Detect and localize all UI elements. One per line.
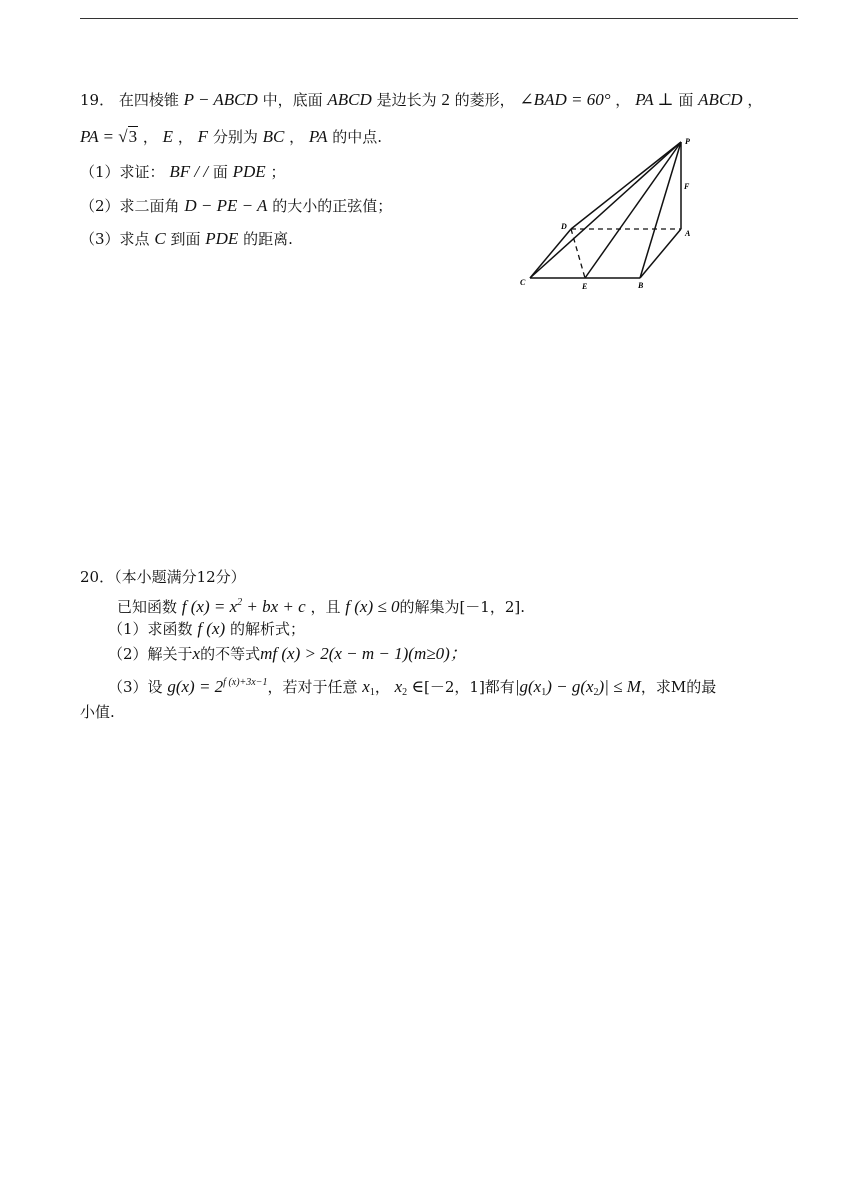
- q19-part-2: （2）求二面角 D − PE − A 的大小的正弦值；: [80, 196, 393, 215]
- label-E: E: [582, 282, 588, 291]
- edge-CD: [530, 229, 571, 278]
- q19-number: 19．: [80, 91, 115, 109]
- label-P: P: [685, 137, 690, 146]
- edge-PC: [530, 142, 681, 278]
- edge-PB: [640, 142, 681, 278]
- q20-part-2: （2）解关于x的不等式mf (x) > 2(x − m − 1)(m≥0)；: [108, 644, 467, 663]
- q19-part-1: （1）求证： BF / / 面 PDE ；: [80, 162, 286, 181]
- label-A: A: [685, 229, 691, 238]
- label-F: F: [684, 182, 690, 191]
- edge-BA: [640, 229, 681, 278]
- q20-part-3: （3）设 $g(x) = 2^{f (x)+3x-1}$，若对于任意 $x_1$， $x_2$ ∈[－2，1]都有$|g(x_1) - g(x_2)| \le M$，求M的最: [108, 677, 717, 698]
- header-rule: [80, 18, 798, 19]
- q20-part-1: （1）求函数 f (x) 的解析式；: [108, 619, 305, 638]
- edge-PE: [585, 142, 681, 278]
- label-C: C: [520, 278, 526, 287]
- edge-DE-hidden: [571, 229, 585, 278]
- pyramid-figure: [515, 130, 705, 295]
- q19-part-3: （3）求点 C 到面 PDE 的距离.: [80, 229, 293, 248]
- q19-line-2: PA = √3 ， E ， F 分别为 BC ， PA 的中点.: [80, 127, 383, 146]
- label-B: B: [638, 281, 644, 290]
- q20-line-1: 已知函数 f $(x) = x^2$ + bx + c ，且 f (x) ≤ 0的解集为[－1，2].: [117, 597, 526, 616]
- q19-line-1: 19． 在四棱锥 P − ABCD 中，底面 ABCD 是边长为 2 的菱形， ∠BAD = 60° ， PA ⊥ 面 ABCD ，: [80, 90, 763, 109]
- edge-PD: [571, 142, 681, 229]
- label-D: D: [561, 222, 567, 231]
- q20-header: 20．（本小题满分12分）: [80, 568, 246, 586]
- q20-line-last: 小值.: [80, 703, 115, 721]
